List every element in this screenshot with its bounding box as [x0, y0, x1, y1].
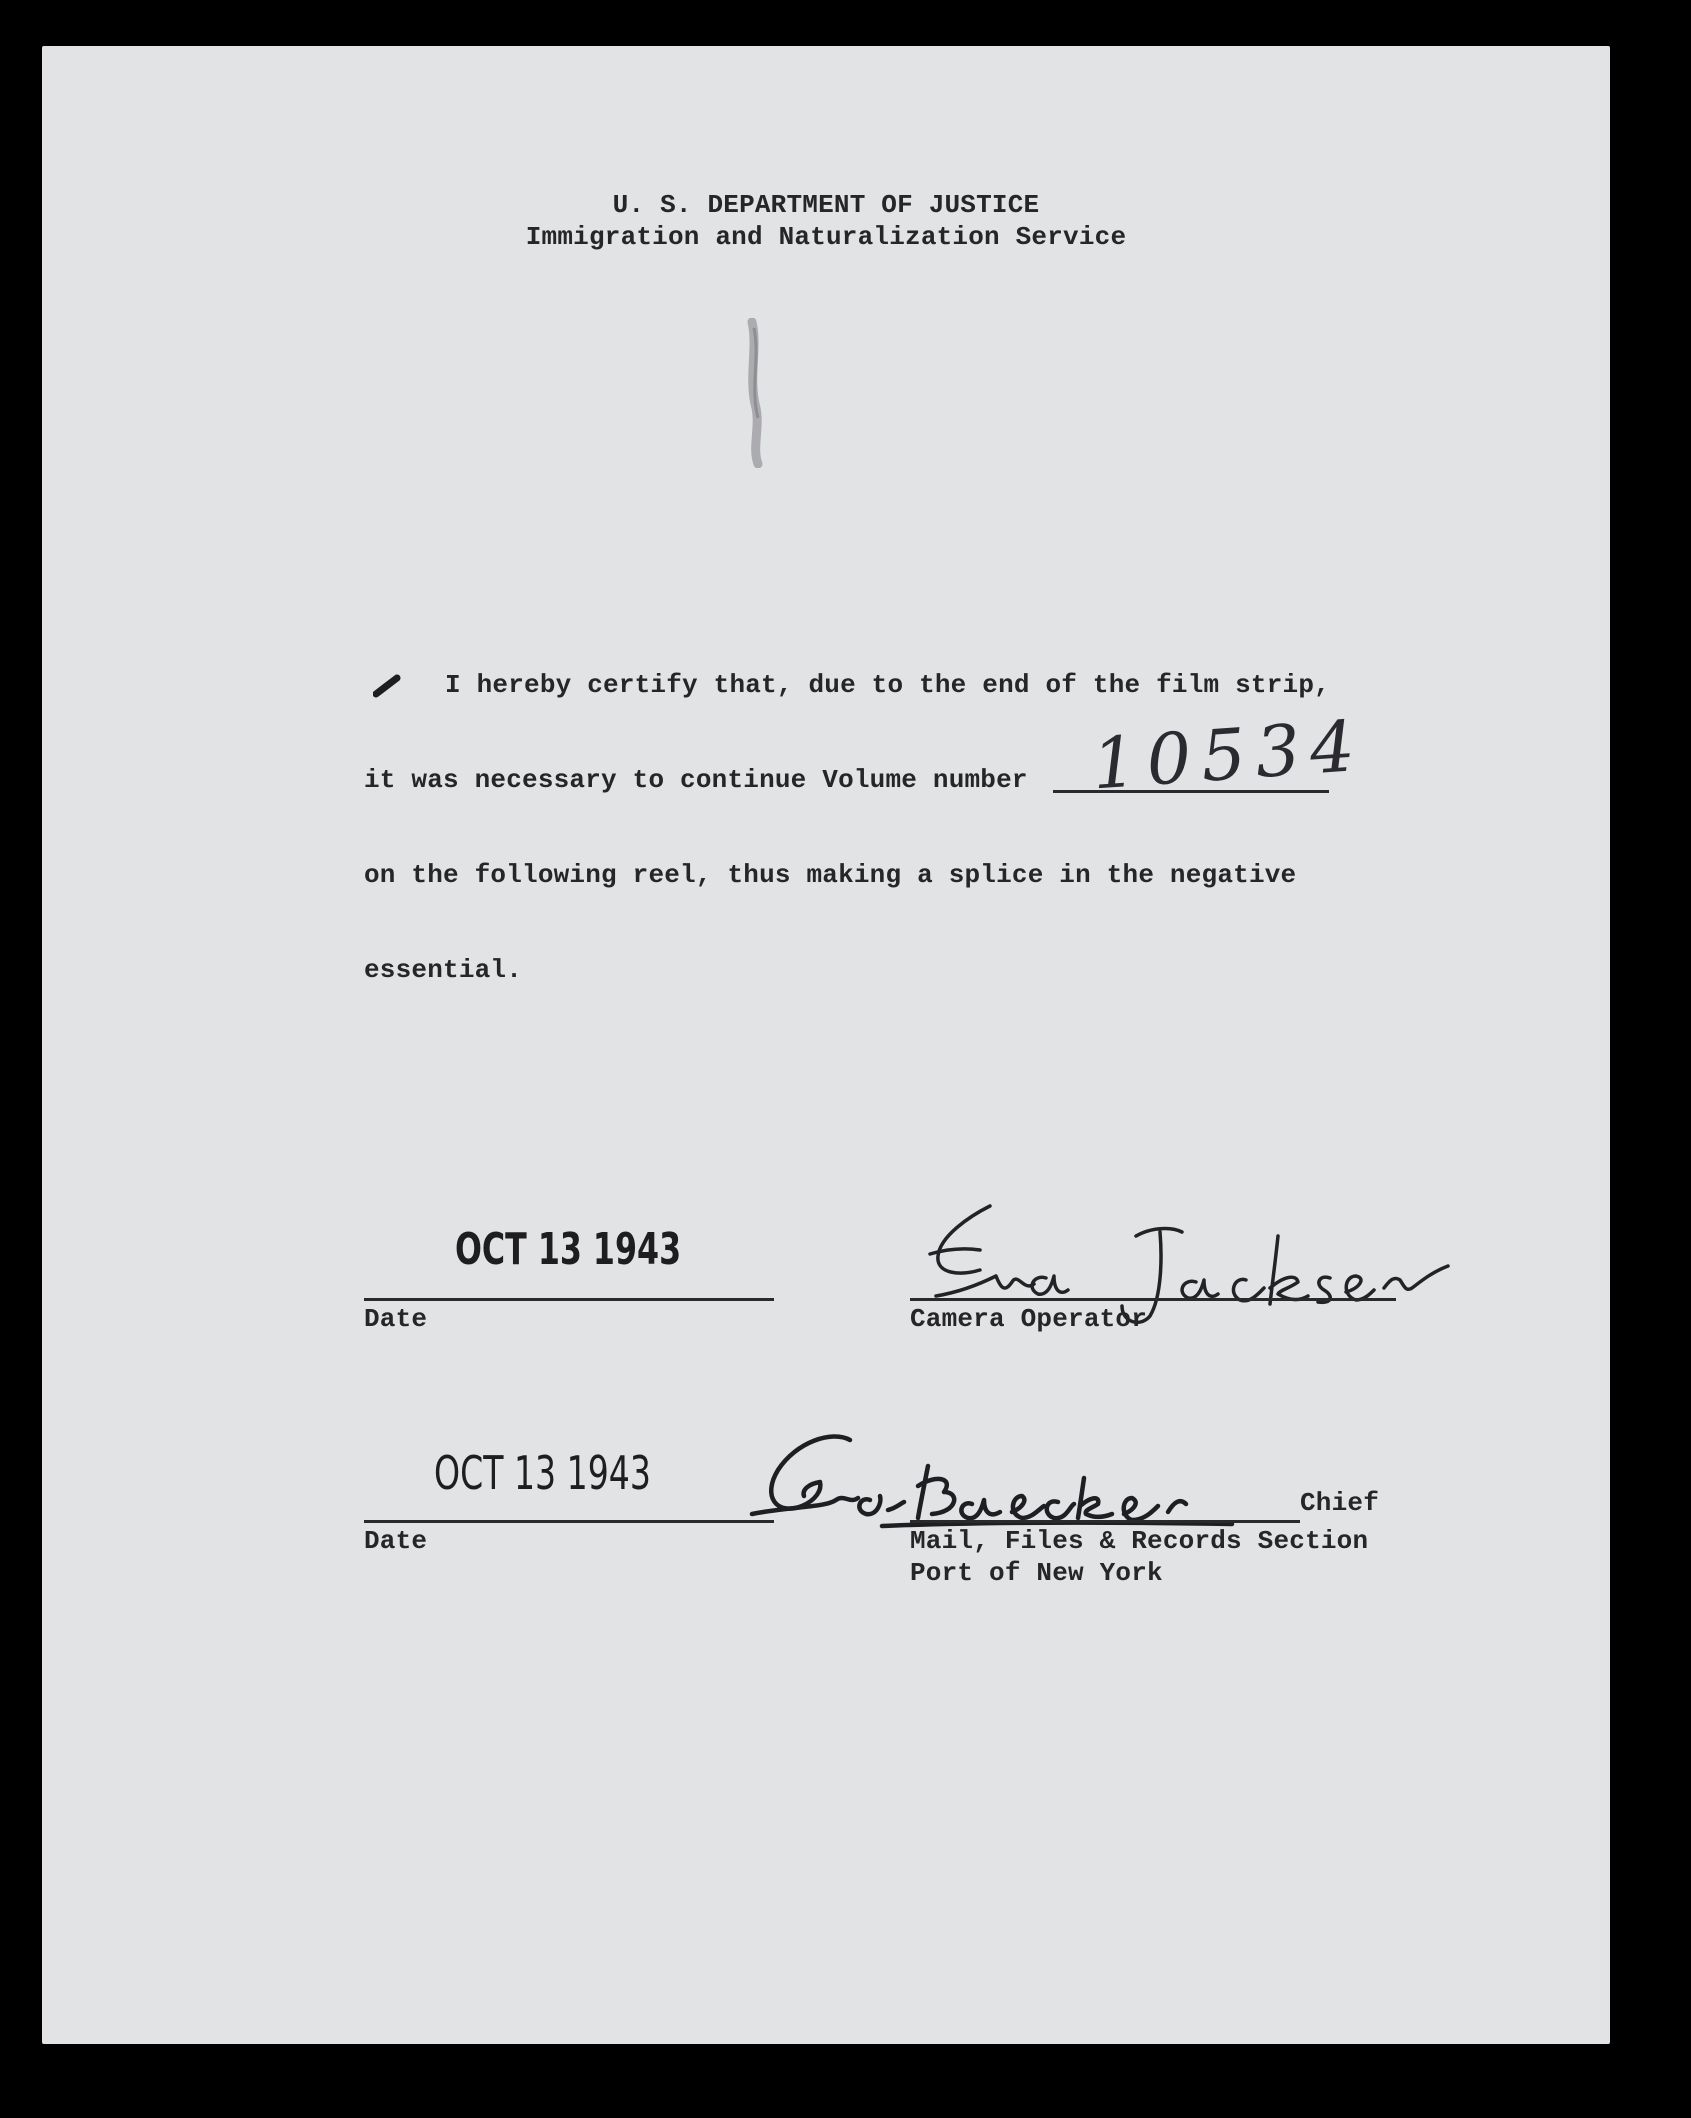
chief-signature-line: [910, 1520, 1300, 1523]
certify-line-3: on the following reel, thus making a splice in the negative: [364, 860, 1297, 890]
chief-date-line: [364, 1520, 774, 1523]
operator-date-line: [364, 1298, 774, 1301]
chief-date-stamp: OCT 13 1943: [434, 1446, 651, 1500]
chief-date-label: Date: [364, 1526, 428, 1556]
operator-signature-line: [910, 1298, 1396, 1301]
volume-number-handwritten: 10534: [1089, 704, 1368, 806]
certify-line-1: I hereby certify that, due to the end of the film strip,: [445, 670, 1330, 700]
chief-section-label: Mail, Files & Records Section: [910, 1526, 1369, 1556]
service-heading: Immigration and Naturalization Service: [525, 222, 1127, 252]
operator-role-label: Camera Operator: [910, 1304, 1148, 1334]
operator-date-stamp: OCT 13 1943: [455, 1224, 682, 1275]
smudge-mark: [734, 318, 774, 468]
agency-heading: U. S. DEPARTMENT OF JUSTICE: [612, 190, 1040, 220]
operator-date-label: Date: [364, 1304, 428, 1334]
chief-location-label: Port of New York: [910, 1558, 1163, 1588]
chief-title-label: Chief: [1300, 1488, 1380, 1518]
certify-line-4: essential.: [364, 955, 523, 985]
tick-mark: [373, 674, 401, 698]
document-sheet: [42, 46, 1610, 2044]
certify-line-2: it was necessary to continue Volume number: [364, 765, 1028, 795]
